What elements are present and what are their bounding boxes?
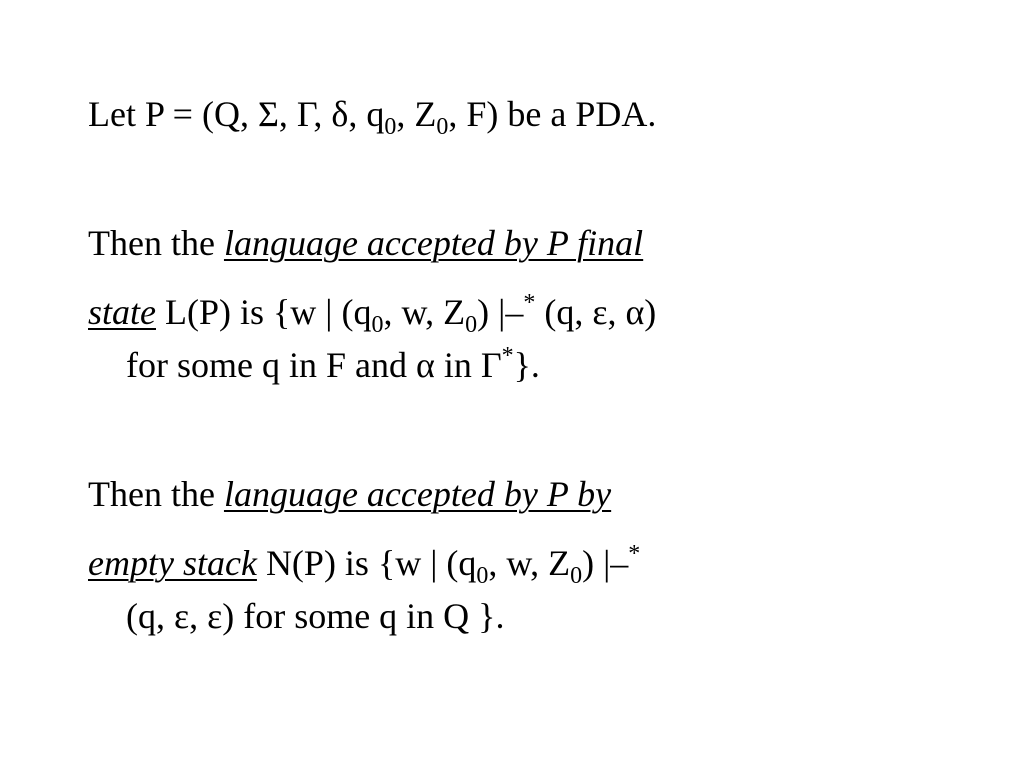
empty-stack-cont: (q, ε, ε) for some q in Q }.	[126, 596, 505, 636]
final-state-text-a: L(P) is {w | (q	[156, 292, 372, 332]
empty-stack-star: *	[628, 541, 641, 567]
final-state-subscript-z: 0	[465, 312, 478, 338]
empty-stack-line-2	[88, 541, 641, 589]
final-state-line-1	[88, 221, 643, 265]
final-state-star: *	[523, 290, 536, 316]
empty-stack-lead: Then the	[88, 474, 224, 514]
empty-stack-subscript-q: 0	[476, 563, 489, 589]
empty-stack-text-a: N(P) is {w | (q	[256, 543, 477, 583]
final-state-term-part-1: language accepted by P final	[223, 223, 644, 263]
final-state-text-d: (q, ε, α)	[535, 292, 657, 332]
final-state-subscript-q: 0	[371, 312, 384, 338]
final-state-text-c: ) |–	[477, 292, 524, 332]
pda-text-c: , F) be a PDA.	[448, 94, 657, 134]
empty-stack-line-1	[88, 472, 611, 516]
pda-subscript-q: 0	[384, 114, 397, 140]
pda-text-a: Let P = (Q, Σ, Γ, δ, q	[88, 94, 385, 134]
final-state-line-3	[126, 343, 540, 387]
pda-text-b: , Z	[396, 94, 437, 134]
final-state-cont-a: for some q in F and α in Γ	[126, 345, 502, 385]
empty-stack-term-part-2: empty stack	[88, 543, 257, 583]
empty-stack-text-c: ) |–	[582, 543, 629, 583]
final-state-cont-b: }.	[513, 345, 540, 385]
final-state-term-part-2: state	[88, 292, 156, 332]
empty-stack-line-3	[126, 594, 504, 638]
empty-stack-term-part-1: language accepted by P by	[223, 474, 612, 514]
pda-subscript-z: 0	[436, 114, 449, 140]
pda-definition-line	[88, 92, 657, 140]
final-state-gamma-star: *	[501, 343, 514, 369]
empty-stack-text-b: , w, Z	[488, 543, 571, 583]
empty-stack-subscript-z: 0	[570, 563, 583, 589]
final-state-line-2	[88, 290, 657, 338]
final-state-lead: Then the	[88, 223, 224, 263]
final-state-text-b: , w, Z	[383, 292, 466, 332]
